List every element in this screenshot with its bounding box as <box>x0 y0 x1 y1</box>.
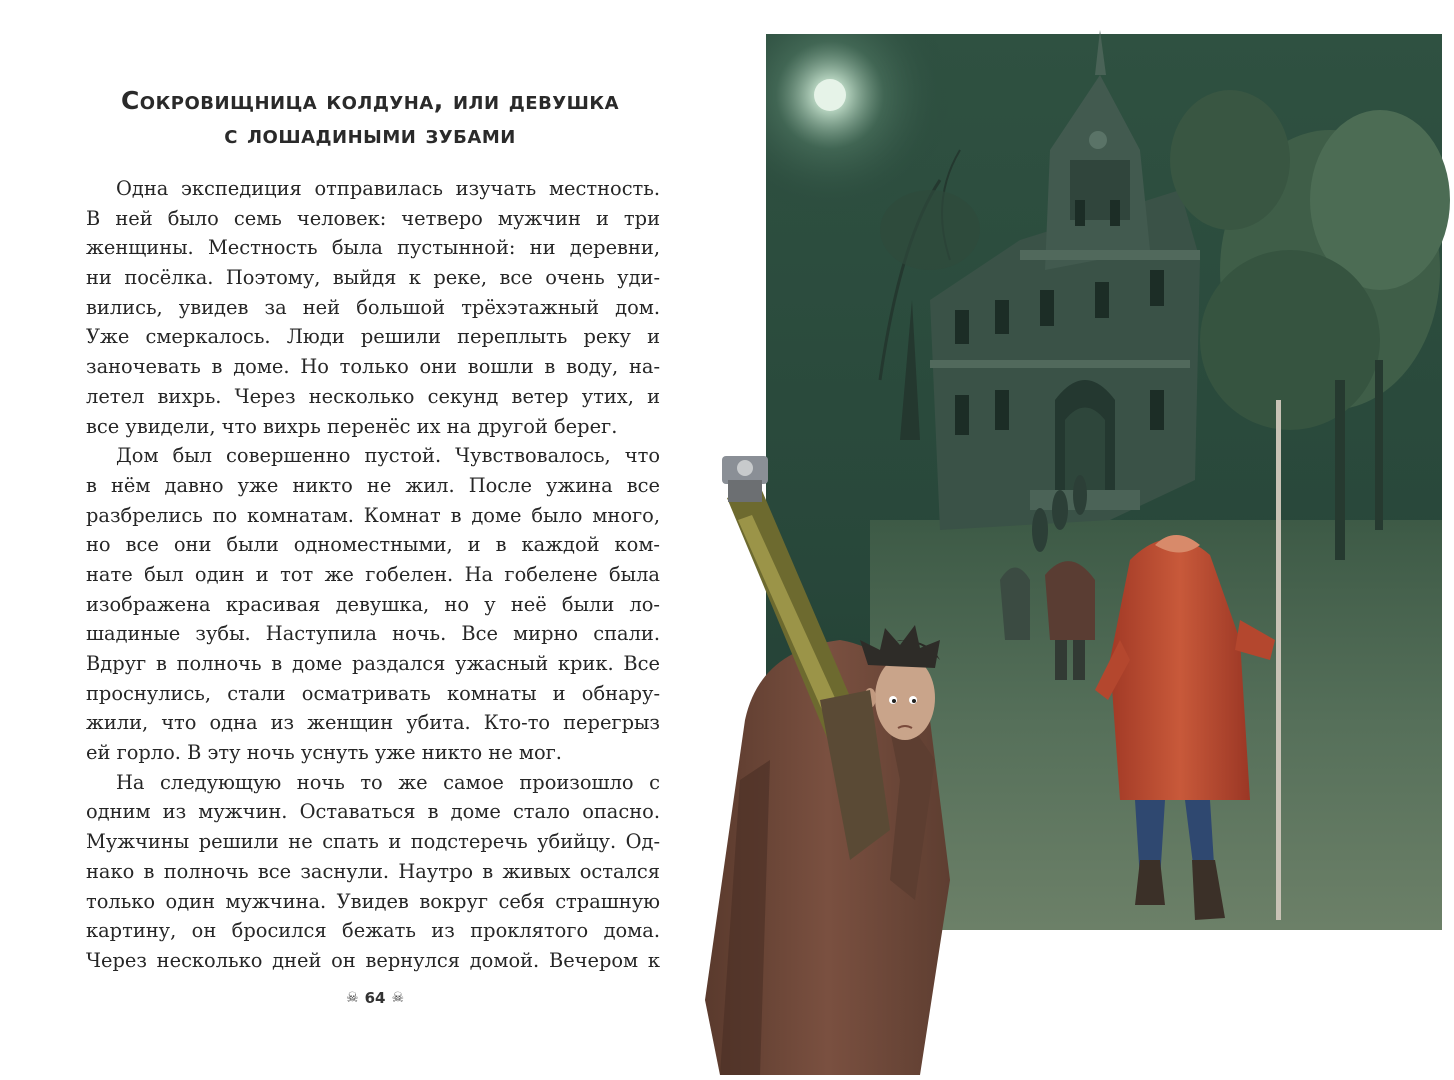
body-text <box>86 174 660 976</box>
text-line: заночевать в доме. Но только они вошли в воду, на- <box>86 355 660 379</box>
text-line: одним из мужчин. Оставаться в доме стало опасно. <box>86 800 660 824</box>
text-line: изображена красивая девушка, но у неё были ло- <box>86 592 660 616</box>
chapter-title-line-1: Сокровищница колдуна, или девушка <box>120 86 620 115</box>
text-line: все увидели, что вихрь перенёс их на другой берег. <box>86 414 618 438</box>
text-line: На следующую ночь то же самое произошло с <box>116 770 660 794</box>
chapter-title-line-2: с лошадиными зубами <box>224 120 516 149</box>
text-line: Уже смеркалось. Люди решили переплыть реку и <box>86 325 660 349</box>
text-line: в нём давно уже никто не жил. После ужина все <box>86 473 660 497</box>
text-line: Одна экспедиция отправилась изучать местность. <box>116 177 660 200</box>
text-line: только один мужчина. Увидев вокруг себя страшную <box>86 889 660 913</box>
text-line: Дом был совершенно пустой. Чувствовалось, что <box>116 444 660 468</box>
skull-crossbones-icon: ☠ <box>391 990 404 1006</box>
moon-icon <box>814 79 846 111</box>
text-line: но все они были одноместными, и в каждой ком- <box>86 533 660 557</box>
text-line: нако в полночь все заснули. Наутро в живых остался <box>86 859 660 883</box>
text-line: Вдруг в полночь в доме раздался ужасный крик. Все <box>86 652 660 675</box>
text-line: вились, увидев за ней большой трёхэтажный дом. <box>86 295 660 319</box>
text-line: разбрелись по комнатам. Комнат в доме было много, <box>86 503 660 527</box>
survey-pole <box>1276 400 1281 920</box>
text-line: проснулись, стали осматривать комнаты и обнару- <box>86 681 660 705</box>
page-number <box>335 984 415 1012</box>
illustration-haunted-house <box>700 20 1454 1080</box>
skull-crossbones-icon: ☠ <box>346 990 359 1006</box>
text-line: шадиные зубы. Наступила ночь. Все мирно спали. <box>86 622 660 646</box>
text-line: ни посёлка. Поэтому, выйдя к реке, все очень уди- <box>86 266 660 290</box>
text-line: Мужчины решили не спать и подстеречь убийцу. Од- <box>86 830 660 854</box>
text-line: нате был один и тот же гобелен. На гобелене была <box>86 562 660 586</box>
page-number-value: 64 <box>364 989 386 1007</box>
text-line: Через несколько дней он вернулся домой. Вечером к <box>86 948 660 972</box>
text-line: ей горло. В эту ночь уснуть уже никто не мог. <box>86 741 562 765</box>
text-line: летел вихрь. Через несколько секунд ветер утих, и <box>86 384 660 408</box>
text-line: женщины. Местность была пустынной: ни деревни, <box>86 236 660 260</box>
text-line: жили, что одна из женщин убита. Кто-то перегрыз <box>86 711 660 735</box>
text-line: В ней было семь человек: четверо мужчин и три <box>86 206 660 230</box>
text-line: картину, он бросился бежать из проклятого дома. <box>86 919 660 943</box>
